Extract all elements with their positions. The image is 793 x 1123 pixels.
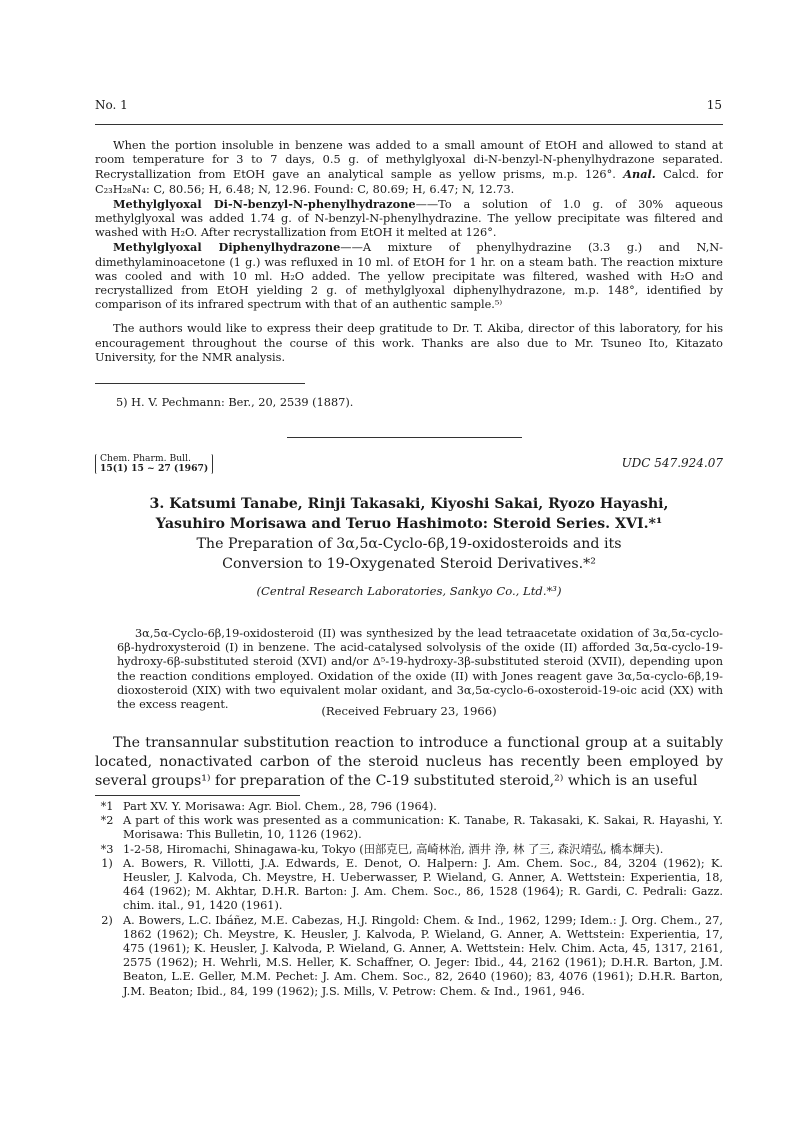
footnote-mark: *2 [100, 814, 114, 828]
abstract-text: 3α,5α-Cyclo-6β,19-oxidosteroid (II) was synthesized by the lead tetraacetate oxidation of 3α,5α-cyclo-6β-hydroxysteroid (I) in benzene. The acid-catalysed solvolysis of the oxide (II) afforded 3α,5α-cyclo-19-hydroxy-6β-substituted steroid (XVI) and/or Δ⁵-19-hydroxy-3β-substituted steroid (XVII), depending upon the reaction conditions employed. Oxidation of the oxide (II) with Jones reagent gave 3α,5α-cyclo-6β,19-dioxosteroid (XIX) with two equivalent molar oxidant, and 3α,5α-cyclo-6-oxosteroid-19-oic acid (XX) with the excess reagent. [117, 627, 723, 712]
compound-heading: Methylglyoxal Diphenylhydrazone [113, 240, 341, 255]
footnote-mark: *1 [100, 800, 114, 813]
author-line: Yasuhiro Morisawa and Teruo Hashimoto: Steroid Series. XVI.*¹ [155, 516, 663, 532]
anal-label: Anal. [623, 167, 656, 182]
affiliation: (Central Research Laboratories, Sankyo Co., Ltd.*³) [256, 584, 562, 598]
experimental-paragraph [95, 139, 723, 197]
footnote-text: A. Bowers, L.C. Ibáñez, M.E. Cabezas, H.J. Ringold: Chem. & Ind., 1962, 1299; Idem.: J. Org. Chem., 27, 1862 (1962); Ch. Meystre, K. Heusler, J. Kalvoda, P. Wieland, G. Anner, A. Wettstein: Experientia, 17, 475 (1961); K. Heusler, J. Kalvoda, P. Wieland, G. Anner, A. Wettstein: Helv. Chim. Acta, 45, 1317, 2161, 2575 (1962); H. Wehrli, M.S. Heller, K. Schaffner, O. Jeger: Ibid., 44, 2162 (1961); D.H.R. Barton, J.M. Beaton, L.E. Geller, M.M. Pechet: J. Am. Chem. Soc., 82, 2640 (1960); 83, 4076 (1961); D.H.R. Barton, J.M. Beaton; Ibid., 84, 199 (1962); J.S. Mills, V. Petrow: Chem. & Ind., 1961, 946. [123, 913, 723, 998]
section-divider [287, 437, 522, 438]
paragraph-text: When the portion insoluble in benzene was added to a small amount of EtOH and allowed to stand at room temperature for 3 to 7 days, 0.5 g. of methylglyoxal di-N-benzyl-N-phenylhydrazone separated. Recrystallization from EtOH gave an analytical sample as yellow prisms, m.p. 126°. [95, 139, 723, 182]
reference-rule [95, 383, 305, 384]
footnote-mark: 1) [101, 856, 113, 870]
footnote-text: 1-2-58, Hiromachi, Shinagawa-ku, Tokyo (田部克巳, 高崎林治, 酒井 浄, 林 了三, 森沢靖弘, 橋本輝夫). [123, 842, 664, 856]
compound-heading: Methylglyoxal Di-N-benzyl-N-phenylhydrazone [113, 196, 416, 211]
udc-code: UDC 547.924.07 [621, 456, 723, 470]
footnote-rule [95, 795, 300, 796]
continued-section [95, 139, 723, 365]
reference-5: 5) H. V. Pechmann: Ber., 20, 2539 (1887). [116, 396, 354, 409]
footnote [95, 857, 723, 914]
journal-volume: 15(1) 15 ~ 27 (1967) [100, 463, 209, 474]
journal-name: Chem. Pharm. Bull. [100, 453, 191, 464]
footnote-text: A part of this work was presented as a communication: K. Tanabe, R. Takasaki, K. Sakai, R. Hayashi, Y. Morisawa: This Bulletin, 10, 1126 (1962). [123, 814, 723, 842]
acknowledgement: The authors would like to express their deep gratitude to Dr. T. Akiba, director of this laboratory, for his encouragement throughout the course of this work. Thanks are also due to Mr. Tsuneo Ito, Kitazato University, for the NMR analysis. [95, 322, 723, 364]
introduction [95, 734, 723, 791]
journal-citation-box [95, 454, 213, 474]
journal-issue: No. 1 [95, 98, 128, 112]
article-title: The Preparation of 3α,5α-Cyclo-6β,19-oxidosteroids and its [196, 536, 622, 552]
footnotes [95, 800, 723, 999]
footnote-mark: *3 [100, 842, 114, 856]
footnote [95, 814, 723, 842]
article-title-block [95, 494, 723, 574]
paragraph-text: ——A mixture of phenylhydrazine (3.3 g.) and N,N-dimethylaminoacetone (1 g.) was refluxed in 10 ml. of EtOH for 1 hr. on a steam bath. The reaction mixture was cooled and with 10 ml. H₂O added. The yellow precipitate was filtered, washed with H₂O and recrystallized from EtOH yielding 2 g. of methylglyoxal diphenylhydrazone, m.p. 148°, identified by comparison of its infrared spectrum with that of an authentic sample.⁵⁾ [95, 241, 723, 312]
paragraph-text: ——To a solution of 1.0 g. of 30% aqueous methylglyoxal was added 1.74 g. of N-benzyl-N-phenylhydrazine. The yellow precipitate was filtered and washed with H₂O. After recrystallization from EtOH it melted at 126°. [95, 197, 723, 240]
footnote-text: A. Bowers, R. Villotti, J.A. Edwards, E. Denot, O. Halpern: J. Am. Chem. Soc., 84, 3204 (1962); K. Heusler, J. Kalvoda, Ch. Meystre, H. Ueberwasser, P. Wieland, G. Anner, A. Wettstein: Experientia, 18, 464 (1962); M. Akhtar, D.H.R. Barton: J. Am. Chem. Soc., 86, 1528 (1964); R. Gardi, C. Pedrali: Gazz. chim. ital., 91, 1420 (1961). [123, 856, 723, 913]
page-number: 15 [706, 98, 722, 112]
intro-text: The transannular substitution reaction to introduce a functional group at a suitably located, nonactivated carbon of the steroid nucleus has recently been employed by several groups¹⁾ for preparation of the C-19 substituted steroid,²⁾ which is an useful [95, 735, 723, 789]
experimental-paragraph [95, 197, 723, 241]
article-title: Conversion to 19-Oxygenated Steroid Derivatives.*² [222, 556, 596, 572]
experimental-paragraph [95, 240, 723, 312]
author-line: 3. Katsumi Tanabe, Rinji Takasaki, Kiyoshi Sakai, Ryozo Hayashi, [149, 496, 669, 512]
header-rule [95, 124, 723, 125]
abstract [117, 627, 723, 712]
paragraph-text: Calcd. for C₂₃H₂₈N₄: C, 80.56; H, 6.48; N, 12.96. Found: C, 80.69; H, 6.47; N, 12.73. [95, 168, 724, 196]
received-date: (Received February 23, 1966) [321, 704, 497, 718]
footnote [95, 914, 723, 999]
footnote-mark: 2) [101, 913, 113, 927]
footnote [95, 800, 723, 814]
footnote-text: Part XV. Y. Morisawa: Agr. Biol. Chem., 28, 796 (1964). [123, 800, 437, 813]
footnote [95, 843, 723, 857]
